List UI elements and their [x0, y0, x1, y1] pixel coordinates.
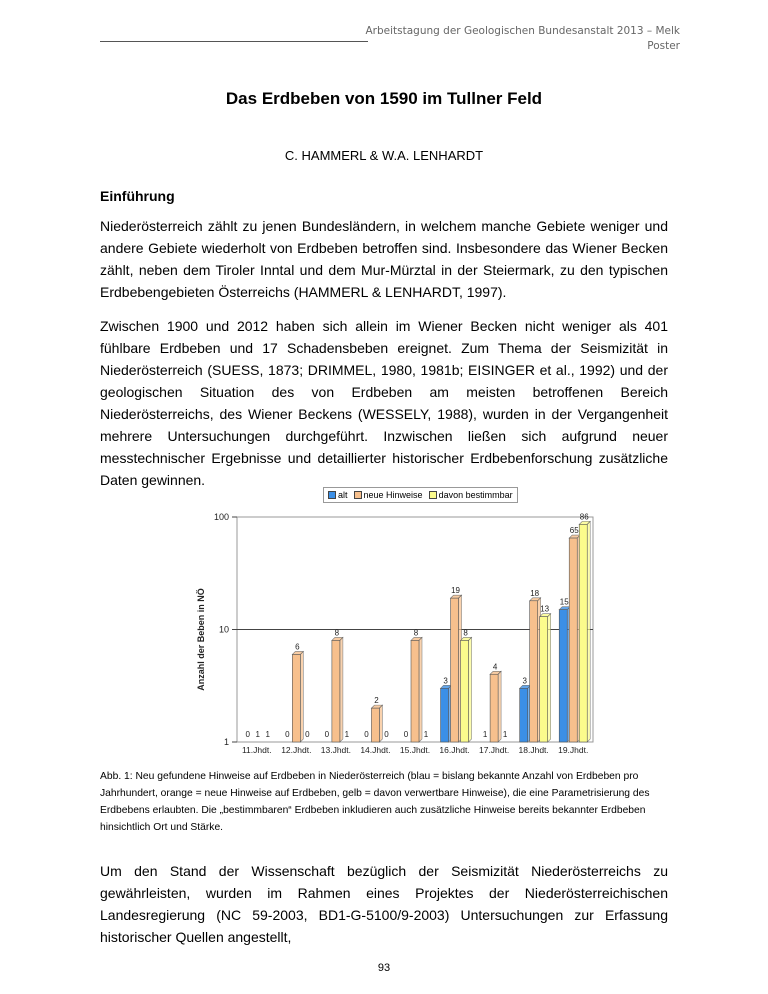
- data-label: 3: [522, 676, 527, 686]
- legend-label: alt: [338, 490, 348, 500]
- bar-side: [469, 637, 472, 742]
- x-tick-label: 13.Jhdt.: [320, 745, 352, 755]
- x-tick-label: 11.Jhdt.: [241, 745, 272, 755]
- legend-item-neue: [354, 490, 423, 500]
- paragraph-1: Niederösterreich zählt zu jenen Bundesländern, in welchem manche Gebiete weniger und andere Gebiete wiederholt von Erdbeben betroffen sind. Insbesondere das Wiener Becken zählt, neben dem Tiroler Inntal und dem Mur-Mürztal in der Steiermark, zu den typischen Erdbebengebieten Österreichs (HAMMERL & LENHARDT, 1997).: [100, 218, 668, 300]
- bar: [292, 654, 300, 742]
- x-tick-label: 17.Jhdt.: [478, 745, 510, 755]
- bar: [540, 617, 548, 742]
- data-label: 8: [413, 628, 419, 638]
- data-label: 1: [502, 730, 508, 739]
- data-label: 1: [423, 730, 429, 739]
- data-label: 0: [305, 730, 310, 739]
- y-axis-label: Anzahl der Beben in NÖ: [196, 588, 206, 691]
- bar-chart: [185, 480, 605, 760]
- header-line-1: Arbeitstagung der Geologischen Bundesanstalt 2013 – Melk: [365, 25, 680, 37]
- bar-side: [587, 521, 590, 742]
- data-label: 6: [295, 642, 300, 652]
- x-tick-label: 18.Jhdt.: [518, 745, 549, 755]
- bar: [569, 538, 577, 742]
- y-tick-label: 1: [223, 737, 229, 747]
- legend-item-bestimmbar: [429, 490, 513, 500]
- bar-side: [300, 651, 303, 742]
- bar-side: [419, 637, 422, 742]
- legend-label: davon bestimmbar: [438, 490, 513, 500]
- bar-side: [379, 705, 382, 742]
- legend-label: neue Hinweise: [363, 490, 423, 500]
- x-tick-label: 19.Jhdt.: [558, 745, 589, 755]
- data-label: 3: [443, 676, 448, 686]
- paragraph-2: Zwischen 1900 und 2012 haben sich allein im Wiener Becken nicht weniger als 401 fühlbare Erdbeben und 17 Schadensbeben ereignet. Zum Thema der Seismizität in Niederösterreich (SUESS, 1873; DRIMMEL, 1980, 1981b; EISINGER et al., 1992) und der geologischen Situation des von Erdbeben am meisten betroffenen Bereich Niederösterreichs, des Wiener Beckens (WESSELY, 1988), wurden in der Vergangenheit mehrere Untersuchungen durchgeführt. Inzwischen ließen sich aufgrund neuer messtechnischer Ergebnisse und detaillierter historischer Erdbebenforschung zusätzliche Daten gewinnen.: [100, 318, 668, 488]
- data-label: 18: [530, 588, 540, 598]
- bar-side: [498, 671, 501, 742]
- data-label: 0: [384, 730, 389, 739]
- data-label: 1: [265, 730, 271, 739]
- bar: [451, 598, 459, 742]
- bar: [441, 688, 449, 742]
- bar-side: [548, 614, 551, 742]
- bar: [579, 524, 587, 742]
- data-label: 2: [374, 696, 379, 706]
- data-label: 0: [403, 730, 409, 739]
- bar: [461, 640, 469, 742]
- legend-swatch-orange: [354, 491, 362, 499]
- data-label: 1: [255, 730, 261, 739]
- x-tick-label: 12.Jhdt.: [281, 745, 312, 755]
- bar: [371, 708, 379, 742]
- data-label: 0: [364, 730, 369, 739]
- legend-swatch-blue: [328, 491, 336, 499]
- bar: [490, 674, 498, 742]
- page-number: 93: [377, 962, 391, 974]
- page-title: Das Erdbeben von 1590 im Tullner Feld: [225, 89, 543, 108]
- header-rule: [100, 41, 368, 42]
- chart-legend: [323, 487, 518, 503]
- x-tick-label: 14.Jhdt.: [360, 745, 391, 755]
- bar: [530, 601, 538, 742]
- x-tick-label: 16.Jhdt.: [439, 745, 470, 755]
- data-label: 8: [463, 628, 468, 638]
- data-label: 8: [334, 628, 340, 638]
- data-label: 65: [569, 526, 579, 536]
- data-label: 0: [324, 730, 330, 739]
- paragraph-3: Um den Stand der Wissenschaft bezüglich der Seismizität Niederösterreichs zu gewährleisten, wurden im Rahmen eines Projektes der Niederösterreichischen Landesregierung (NC 59-2003, BD1-G-5100/9-2003) Untersuchungen zur Erfassung historischer Quellen angestellt,: [100, 863, 668, 945]
- data-label: 0: [245, 730, 251, 739]
- bar: [411, 640, 419, 742]
- section-heading: Einführung: [100, 188, 175, 204]
- data-label: 1: [344, 730, 350, 739]
- bar: [332, 640, 340, 742]
- data-label: 0: [285, 730, 290, 739]
- y-tick-label: 100: [213, 512, 229, 522]
- header-line-2: Poster: [647, 40, 680, 52]
- bar: [520, 688, 528, 742]
- data-label: 86: [579, 512, 589, 522]
- bar: [559, 610, 567, 742]
- data-label: 13: [540, 604, 550, 614]
- x-tick-label: 15.Jhdt.: [399, 745, 431, 755]
- data-label: 1: [482, 730, 488, 739]
- running-header: [366, 24, 681, 54]
- data-label: 4: [492, 662, 498, 672]
- y-tick-label: 10: [218, 624, 229, 635]
- bar-side: [340, 637, 343, 742]
- legend-item-alt: [328, 490, 348, 500]
- legend-swatch-yellow: [429, 491, 437, 499]
- data-label: 15: [559, 597, 569, 607]
- data-label: 19: [451, 586, 461, 596]
- authors: C. HAMMERL & W.A. LENHARDT: [284, 148, 484, 163]
- figure-caption: Abb. 1: Neu gefundene Hinweise auf Erdbeben in Niederösterreich (blau = bislang bekannte Anzahl von Erdbeben pro Jahrhundert, orange = neue Hinweise auf Erdbeben, gelb = davon verwertbare Hinweise), die eine Parametrisierung des Erdbebens erlaubten. Die „bestimmbaren“ Erdbeben inkludieren auch zusätzliche Hinweise bereits bekannter Erdbeben hinsichtlich Ort und Stärke.: [100, 771, 650, 833]
